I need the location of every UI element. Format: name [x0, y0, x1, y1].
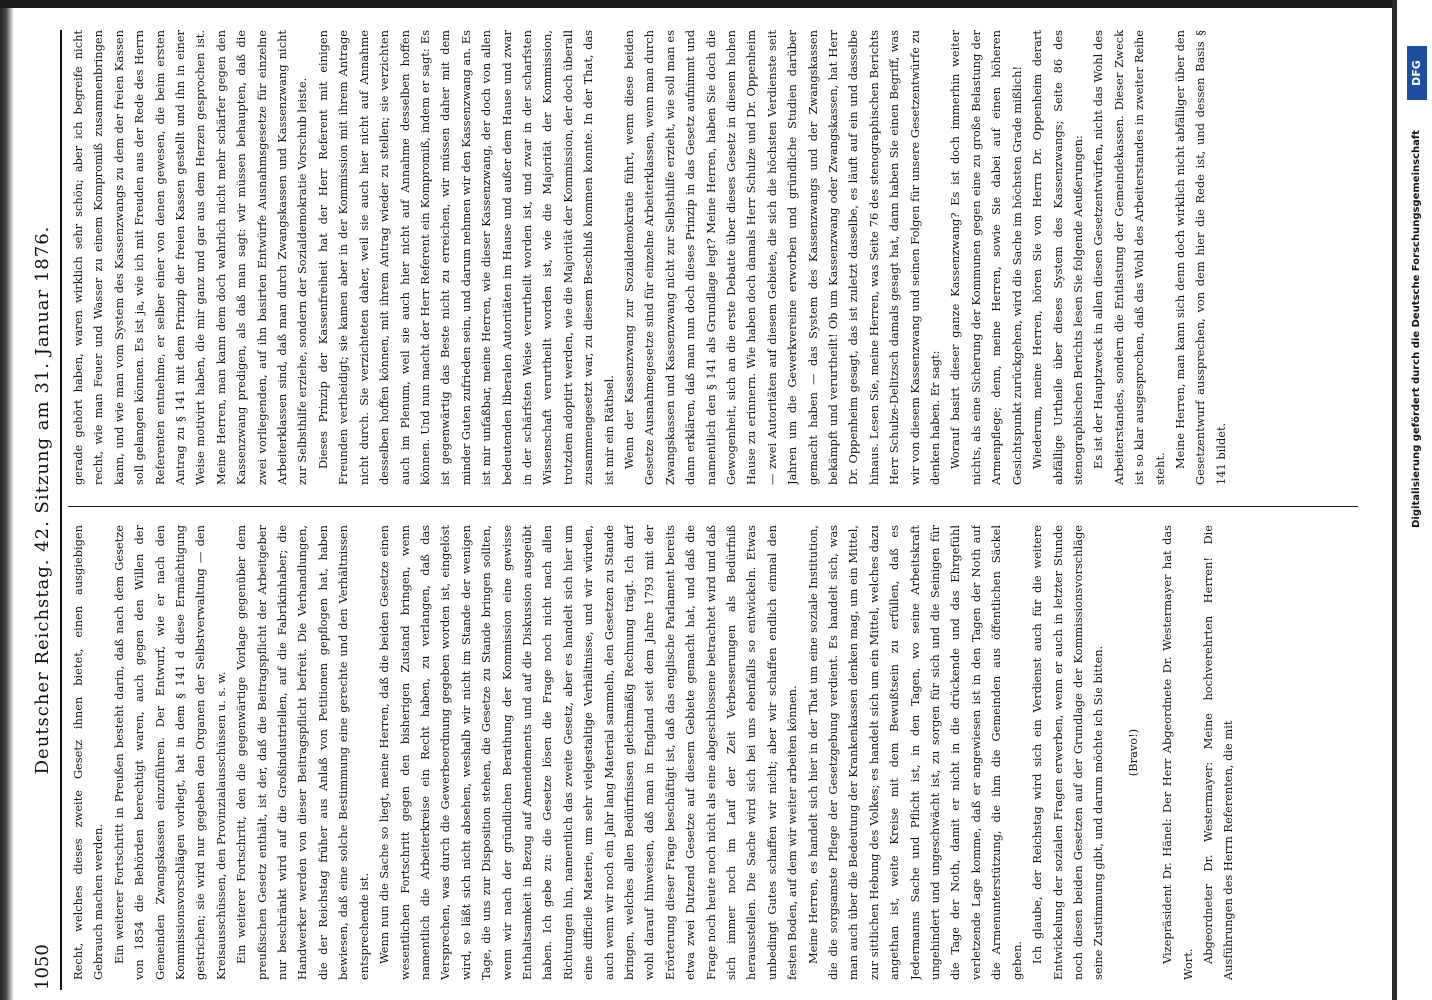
- dfg-logo: DFG: [1407, 46, 1427, 100]
- left-column-paragraph: Vizepräsident Dr. Hänel: Der Herr Abgeordnete Dr. Westermayer hat das Wort.: [1160, 525, 1195, 980]
- left-column-paragraph: Meine Herren, es handelt sich hier in der That um eine soziale Institution, die die sorgsamste Pflege der Gesetzgebung verdient. Es handelt sich, was man auch über die Bedeutung der Krankenkassen denken mag, um ein Mittel, zur sittlichen Hebung des Volkes; es handelt sich um ein Mittel, welches dazu angethan ist, weite Kreise mit dem Bewußtsein zu erfüllen, daß es Jedermanns Sache und Pflicht ist, in den Tagen, wo seine Arbeitskraft ungehindert und ungeschwächt ist, zu sorgen für sich und die Seinigen für die Tage der Noth, damit er nicht in die drückende und das Ehrgefühl verletzende Lage komme, daß er angewiesen ist in den Tagen der Noth auf die Armenunterstützung, die ihm die Gemeinden aus öffentlichen Säckel geben.: [805, 525, 1024, 980]
- digitization-credit: Digitalisierung gefördert durch die Deutsche Forschungsgemeinschaft: [1411, 130, 1422, 528]
- left-column-paragraph: Ich glaube, der Reichstag wird sich ein Verdienst auch für die weitere Entwickelung der sozialen Fragen erwerben, wenn er auch in letzter Stunde noch diesen beiden Gesetzen auf der Grundlage der Kommissionsvorschläge seine Zustimmung gibt, und darum möchte ich Sie bitten.: [1030, 525, 1106, 980]
- right-column-paragraph: Dieses Prinzip der Kassenfreiheit hat der Herr Referent mit einigen Freunden vertheidigt; sie kamen aber in der Kommission mit ihrem Antrage nicht durch. Sie verzichteten daher, weil sie auch hier nicht auf Annahme desselben hoffen können, mit ihrem Antrag wieder zu stellen; sie verzichten auch im Plenum, weil sie auch hier nicht auf Annahme desselben hoffen können. Und nun macht der Herr Referent ein Kompromiß, indem er sagt: Es ist gegenwärtig das Beste nicht zu erreichen, wir müssen daher mit dem minder Guten zufrieden sein, und darum nehmen wir den Kassenzwang an. Es ist mir unfaßbar, meine Herren, wie dieser Kassenzwang, der doch von allen bedeutenden liberalen Autoritäten im Hause und außer dem Hause und zwar in der schärfsten Weise verurtheilt worden ist, und zwar in der scharfsten Wissenschaft verurtheilt worden ist, wie die Majorität der Kommission, trotzdem adoptirt werden, wie die Majorität der Kommission, der doch überall zusammengesetzt war, zu diesem Beschluß kommen konnte. In der That, das ist mir ein Räthsel.: [315, 30, 616, 485]
- right-column-paragraph: Es ist der Hauptzweck in allen diesen Gesetzentwürfen, nicht das Wohl des Arbeiterstandes, sondern die Entlastung der Gemeindekassen. Dieser Zweck ist so klar ausgesprochen, daß das Wohl des Arbeiterstandes in zweiter Reihe steht.: [1091, 30, 1167, 485]
- left-column-paragraph: Ein weiterer Fortschritt in Preußen besteht darin, daß nach dem Gesetze von 1854 die Behörden berechtigt waren, auch gegen den Willen der Gemeinden Zwangskassen einzuführen. Der Entwurf, wie er nach den Kommissionsvorschlägen vorliegt, hat in dem § 141 d diese Ermächtigung gestrichen; sie wird nur gegeben den Organen der Selbstverwaltung — den Kreisausschüssen, den Provinzialausschüssen u. s. w.: [111, 525, 228, 980]
- rotated-document-page: [14, 0, 1392, 1000]
- left-column-paragraph: Abgeordneter Dr. Westermayer: Meine hochverehrten Herren! Die Ausführungen des Herrn Referenten, die mit: [1200, 525, 1236, 980]
- right-column-paragraph: Worauf basirt dieser ganze Kassenzwang? Es ist doch immerhin weiter nichts, als eine Sicherung der Kommunen gegen eine zu große Belastung der Armenpflege; denn, meine Herren, sowie Sie dabei auf einen höheren Gesichtspunkt zurückgehen, wird die Sache im höchsten Grade mißlich!: [948, 30, 1024, 485]
- right-column-paragraph: Wiederum, meine Herren, hören Sie von Herrn Dr. Oppenheim derart abfällige Urtheile über dieses System des Kassenzwangs; Seite 86 des stenographischen Berichts lesen Sie folgende Aeußerungen:: [1030, 30, 1085, 485]
- right-column-paragraph: Meine Herren, man kann sich denn doch wirklich nicht abfälliger über den Gesetzentwurf aussprechen, von dem hier die Rede ist, und dessen Basis § 141 bildet.: [1172, 30, 1228, 485]
- page-number: 1050: [32, 944, 53, 990]
- left-column-paragraph: Wenn nun die Sache so liegt, meine Herren, daß die beiden Gesetze einen wesentlichen Fortschritt gegen den bisherigen Zustand bringen, wenn namentlich die Arbeiterkreise ein Recht haben, zu verlangen, daß das Versprechen, was durch die Gewerbeordnung gegeben worden ist, eingelöst wird, so läßt sich nicht absehen, weshalb wir nicht im Stande der wenigen Tage, die uns zur Disposition stehen, die Gesetze zu Stande bringen sollten, wenn wir nach der gründlichen Berathung der Kommission eine gewisse Enthaltsamkeit in Bezug auf Amendements und auf die Diskussion ausgeübt haben. Ich gebe zu: die Gesetze lösen die Frage noch nicht nach allen Richtungen hin, namentlich das zweite Gesetz, aber es handelt sich hier um eine difficile Materie, um sehr vielgestaltige Verhältnisse, und wir würden, auch wenn wir noch ein Jahr lang Material sammeln, den Gesetzen zu Stande bringen, welches allen Bedürfnissen gleichmäßig Rechnung trägt. Ich darf wohl darauf hinweisen, daß man in England seit dem Jahre 1793 mit der Erörterung dieser Frage beschäftigt ist, daß das englische Parlament bereits etwa zwei Dutzend Gesetze auf diesem Gebiete gemacht hat, und daß die Frage noch heute noch nicht als eine abgeschlossene betrachtet wird und daß sich immer noch im Lauf der Zeit Verbesserungen als Bedürfniß herausstellen. Die Sache wird sich bei uns ebenfalls so entwickeln. Etwas unbedingt Gutes schaffen wir nicht; aber wir schaffen endlich einmal den festen Boden, auf dem wir weiter arbeiten können.: [377, 525, 800, 980]
- running-title: Deutscher Reichstag. 42. Sitzung am 31. Januar 1876.: [32, 225, 53, 775]
- page-footer: [1403, 0, 1432, 1000]
- left-column-paragraph: (Bravo!): [1125, 728, 1140, 777]
- column-divider: [68, 506, 1358, 507]
- left-column-paragraph: Recht, welches dieses zweite Gesetz ihnen bietet, einen ausgiebigen Gebrauch machen werden.: [71, 525, 106, 980]
- left-column: [68, 525, 1368, 980]
- scan-edge-right: [1392, 0, 1397, 1000]
- right-column: [68, 30, 1368, 485]
- header-rule: [60, 30, 62, 990]
- right-column-paragraph: gerade gehört haben, waren wirklich sehr schön; aber ich begreife nicht recht, wie man Feuer und Wasser zu einem Kompromiß zusammenbringen kann, und wie man vom System des Kassenzwangs zu dem der freien Kassen soll gelangen können. Es ist ja, wie ich mit Freuden aus der Rede des Herrn Referenten entnehme, er selber einer von denen gewesen, die beim ersten Antrag zu § 141 mit dem Prinzip der freien Kassen gestellt und ihn in einer Weise motivirt haben, die mir ganz und gar aus dem Herzen gesprochen ist. Meine Herren, man kann dem doch wahrlich nicht mehr schärfer gegen den Kassenzwang predigen, als daß man sagt: wir müssen behaupten, daß die zwei vorliegenden, auf ihn basirten Entwürfe Ausnahmsgesetze für einzelne Arbeiterklassen sind, daß man durch Zwangskassen und Kassenzwang nicht zur Selbsthilfe erziehe, sondern der Sozialdemokratie Vorschub leiste.: [71, 30, 310, 485]
- left-column-paragraph: Ein weiterer Fortschritt, den die gegenwärtige Vorlage gegenüber dem preußischen Gesetz enthält, ist der, daß die Beitragspflicht der Arbeitgeber nur beschränkt wird auf die Großindustriellen, auf die Fabrikinhaber; die Handwerker werden von dieser Beitragspflicht befreit. Die Verhandlungen, die der Reichstag früher aus Anlaß von Petitionen gepflogen hat, haben bewiesen, daß eine solche Bestimmung eine gerechte und den Verhältnissen entsprechende ist.: [234, 525, 371, 980]
- page-header: [20, 0, 64, 1000]
- right-column-paragraph: Wenn der Kassenzwang zur Sozialdemokratie führt, wenn diese beiden Gesetze Ausnahmegesetze sind für einzelne Arbeiterklassen, wenn man durch Zwangskassen und Kassenzwang nicht zur Selbsthilfe erzieht, wie soll man es dann erklären, daß man nun doch dieses Prinzip in das Gesetz aufnimmt und namentlich den § 141 als Grundlage legt? Meine Herren, haben Sie doch die Gewogenheit, sich an die erste Debatte über dieses Gesetz in diesem hohen Hause zu erinnern. Wie haben doch damals Herr Schulze und Dr. Oppenheim — zwei Autoritäten auf diesem Gebiete, die sich die höchsten Verdienste seit Jahren um die Gewerkvereine erworben und gründliche Studien darüber gemacht haben — das System des Kassenzwangs und der Zwangskassen bekämpft und verurtheilt! Ob um Kassenzwang oder Zwangskassen, hat Herr Dr. Oppenheim gesagt, das ist zuletzt dasselbe, es läuft auf ein und dasselbe hinaus. Lesen Sie, meine Herren, was Seite 76 des stenographischen Berichts Herr Schulze-Delitzsch damals gesagt hat, dann haben Sie einen Begriff, was wir von diesem Kassenzwang und seinen Folgen für unsere Gesetzentwürfe zu denken haben. Er sagt:: [621, 30, 943, 485]
- scan-edge-left: [0, 0, 14, 1000]
